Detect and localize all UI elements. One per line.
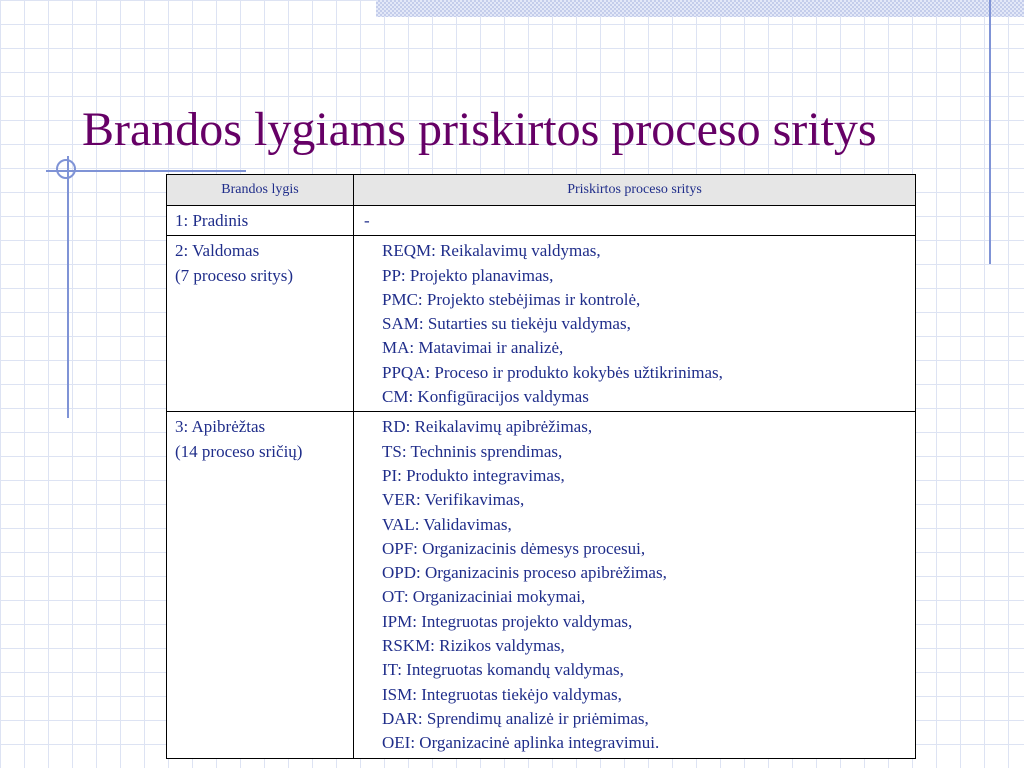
slide-title: Brandos lygiams priskirtos proceso sritys [82, 103, 877, 156]
table-header-row [167, 175, 916, 206]
process-area: OPF: Organizacinis dėmesys procesui, [382, 538, 646, 558]
process-area: PMC: Projekto stebėjimas ir kontrolė, [382, 289, 641, 309]
process-area: PI: Produkto integravimas, [382, 465, 565, 485]
process-area: MA: Matavimai ir analizė, [382, 338, 564, 358]
decorative-circle-icon [56, 159, 76, 179]
left-decorative-line [67, 156, 69, 418]
process-area: OPD: Organizacinis proceso apibrėžimas, [382, 563, 667, 583]
areas-cell [354, 412, 916, 758]
process-area: DAR: Sprendimų analizė ir priėmimas, [382, 708, 649, 728]
level-label: 2: Valdomas [175, 241, 260, 261]
process-area: TS: Techninis sprendimas, [382, 441, 563, 461]
level-label: 3: Apibrėžtas [175, 417, 266, 437]
process-area: OT: Organizaciniai mokymai, [382, 587, 586, 607]
process-area: ISM: Integruotas tiekėjo valdymas, [382, 684, 622, 704]
process-area: VAL: Validavimas, [382, 514, 512, 534]
title-underline [46, 170, 246, 172]
table-row [167, 236, 916, 412]
level-cell [167, 412, 354, 758]
process-area: - [364, 211, 370, 230]
process-area: RD: Reikalavimų apibrėžimas, [382, 417, 593, 437]
process-area: OEI: Organizacinė aplinka integravimui. [382, 733, 660, 753]
table-row [167, 412, 916, 758]
process-area: PPQA: Proceso ir produkto kokybės užtikrinimas, [382, 362, 723, 382]
top-decorative-band [376, 0, 1024, 17]
level-cell [167, 206, 354, 236]
level-count: (7 proceso sritys) [175, 265, 294, 285]
areas-cell [354, 236, 916, 412]
header-maturity-level: Brandos lygis [167, 175, 354, 206]
maturity-levels-table [166, 174, 916, 759]
process-area: RSKM: Rizikos valdymas, [382, 636, 565, 656]
header-process-areas: Priskirtos proceso sritys [354, 175, 916, 206]
table-row [167, 206, 916, 236]
process-area: IPM: Integruotas projekto valdymas, [382, 611, 633, 631]
process-area: SAM: Sutarties su tiekėju valdymas, [382, 314, 631, 334]
process-area: VER: Verifikavimas, [382, 490, 525, 510]
areas-cell [354, 206, 916, 236]
level-label: 1: Pradinis [175, 211, 249, 230]
process-area: IT: Integruotas komandų valdymas, [382, 660, 624, 680]
process-area: CM: Konfigūracijos valdymas [382, 387, 589, 407]
process-area: REQM: Reikalavimų valdymas, [382, 241, 601, 261]
right-decorative-line [989, 0, 991, 264]
process-area: PP: Projekto planavimas, [382, 265, 554, 285]
level-cell [167, 236, 354, 412]
level-count: (14 proceso sričių) [175, 441, 303, 461]
